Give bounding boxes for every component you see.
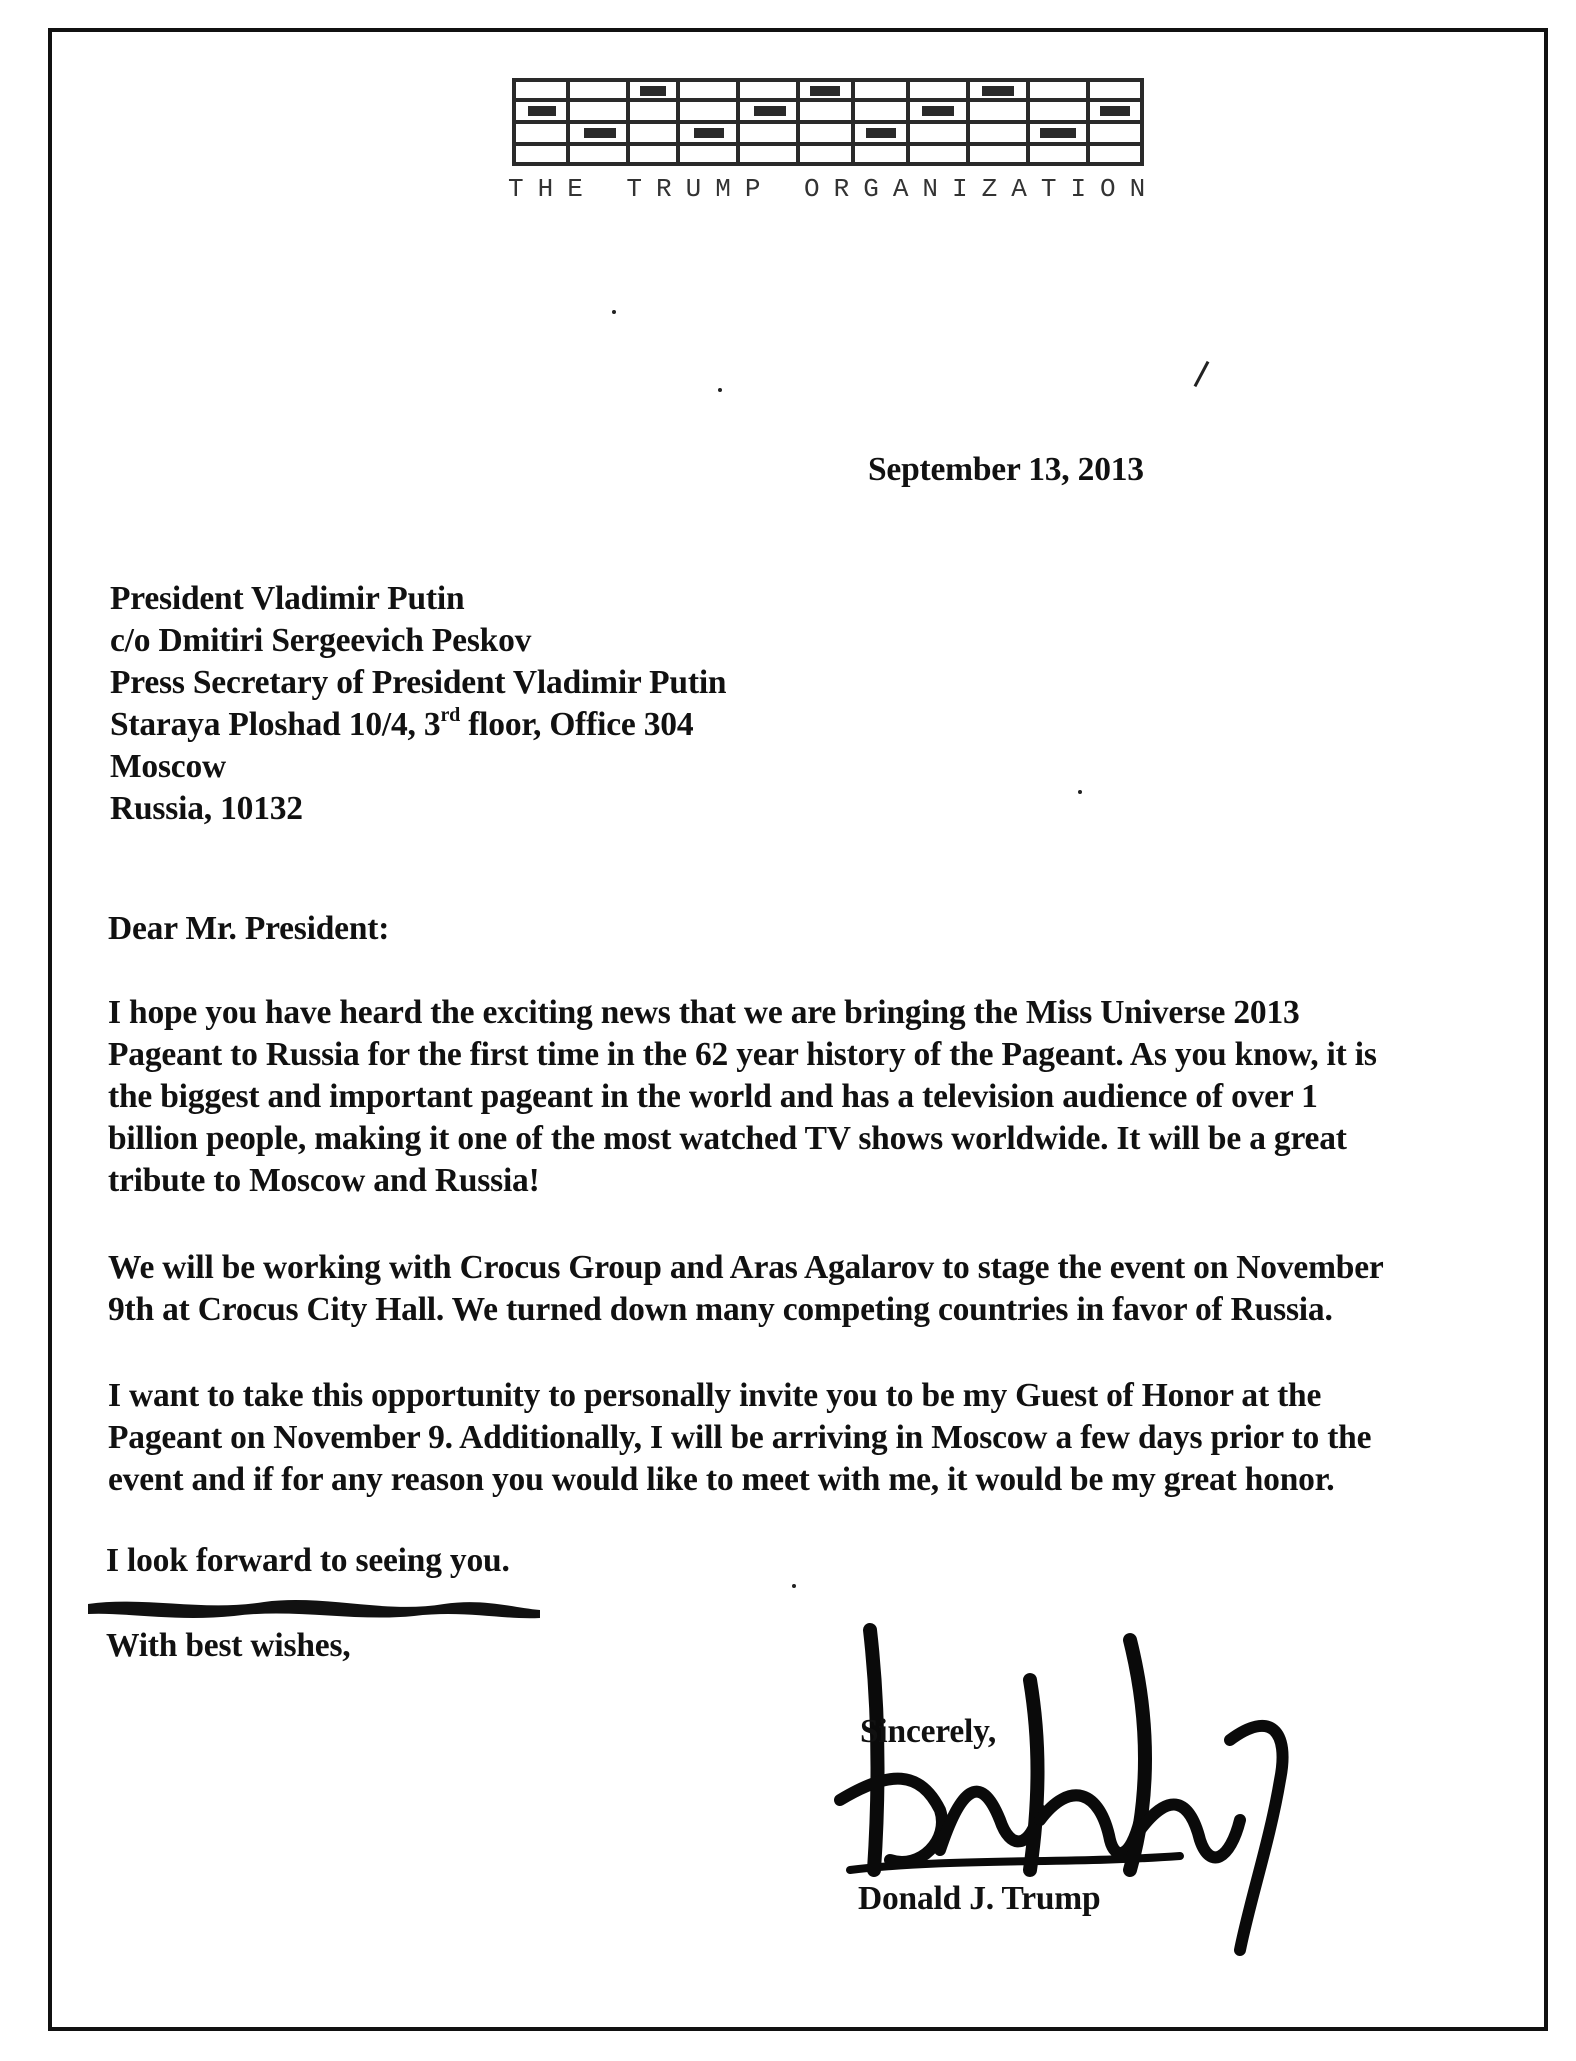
letterhead <box>508 72 1160 212</box>
recipient-address <box>110 578 726 830</box>
ink-scribble <box>84 1590 544 1624</box>
paragraph-line: Pageant to Russia for the first time in the 62 year history of the Pageant. As you know, it is <box>108 1036 1377 1073</box>
paragraph-line: I want to take this opportunity to personally invite you to be my Guest of Honor at the <box>108 1377 1322 1414</box>
paragraph-personal-invite <box>108 1375 1371 1501</box>
address-line: President Vladimir Putin <box>110 580 465 617</box>
best-wishes: With best wishes, <box>106 1627 351 1664</box>
address-street: Staraya Ploshad 10/4, 3 <box>110 706 441 743</box>
ordinal-suffix: rd <box>440 704 461 726</box>
address-line <box>110 704 726 746</box>
sincerely: Sincerely, <box>860 1713 997 1750</box>
scan-speck <box>792 1584 796 1588</box>
paragraph-line: 9th at Crocus City Hall. We turned down many competing countries in favor of Russia. <box>108 1291 1333 1328</box>
address-line: c/o Dmitiri Sergeevich Peskov <box>110 622 532 659</box>
paragraph-invitation-news <box>108 992 1377 1202</box>
paragraph-line: Pageant on November 9. Additionally, I will be arriving in Moscow a few days prior to the <box>108 1419 1372 1456</box>
closing-line: I look forward to seeing you. <box>106 1542 510 1579</box>
address-line: Moscow <box>110 748 227 785</box>
paragraph-line: We will be working with Crocus Group and Aras Agalarov to stage the event on November <box>108 1249 1384 1286</box>
salutation: Dear Mr. President: <box>108 910 390 947</box>
scan-speck <box>612 310 616 314</box>
paragraph-line: the biggest and important pageant in the world and has a television audience of over 1 <box>108 1078 1318 1115</box>
paragraph-line: I hope you have heard the exciting news that we are bringing the Miss Universe 2013 <box>108 994 1300 1031</box>
address-office: floor, Office 304 <box>460 706 694 743</box>
address-line: Press Secretary of President Vladimir Putin <box>110 664 727 701</box>
letterhead-caption: THE TRUMP ORGANIZATION <box>508 174 1160 204</box>
paragraph-line: billion people, making it one of the most watched TV shows worldwide. It will be a great <box>108 1120 1347 1157</box>
paragraph-line: event and if for any reason you would like to meet with me, it would be my great honor. <box>108 1461 1335 1498</box>
paragraph-event-venue <box>108 1247 1384 1331</box>
signer-name: Donald J. Trump <box>858 1880 1101 1917</box>
address-line: Russia, 10132 <box>110 790 303 827</box>
trump-organization-logo <box>508 72 1148 172</box>
letter-date: September 13, 2013 <box>868 451 1144 488</box>
paragraph-line: tribute to Moscow and Russia! <box>108 1162 540 1199</box>
scan-speck <box>1078 790 1082 794</box>
scan-speck <box>718 388 722 392</box>
